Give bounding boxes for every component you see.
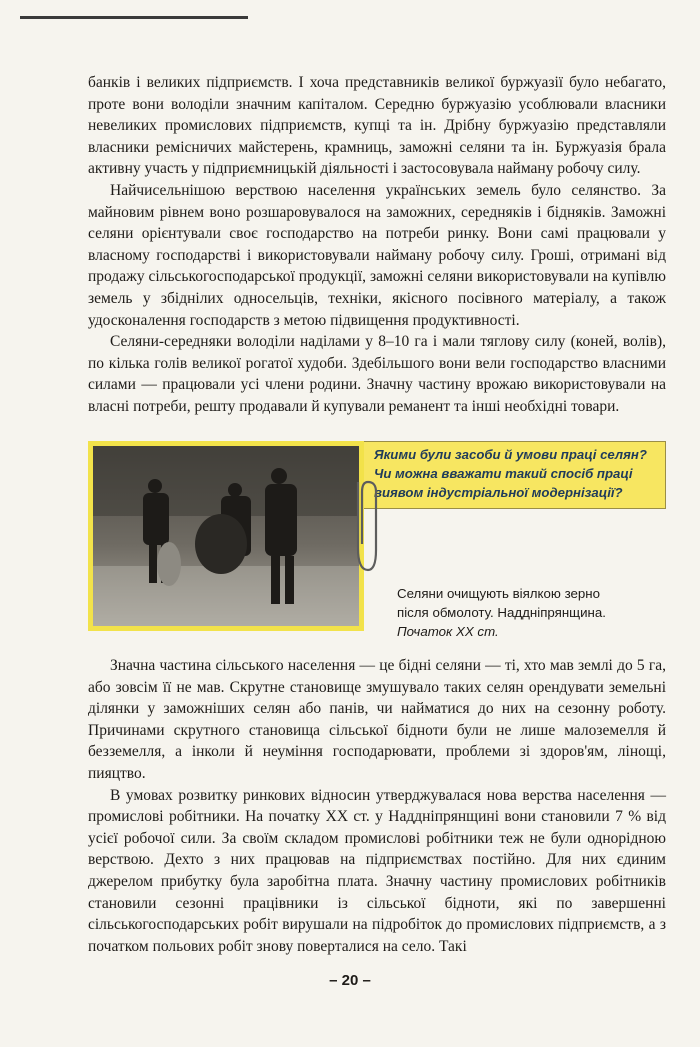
historical-photo — [93, 446, 359, 626]
caption-date: Початок XX ст. — [397, 624, 499, 639]
photo-frame — [88, 441, 364, 631]
paragraph: Найчисельнішою верствою населення українських земель було селянство. За майновим рівнем воно розшаровувалося на заможних, середняків і бідняків. Заможні селяни орієнтували своє господарство на потреби ринку. Вони самі працювали у власному господарстві і використовували найману робочу силу. Гроші, отримані від продажу сільськогосподарської продукції, заможні селяни використовували на купівлю земель у збіднілих односельців, техніки, якісного посівного матеріалу, а також удосконалення господарств з метою підвищення продуктивності. — [88, 181, 666, 329]
text-block-bottom — [88, 655, 666, 957]
question-line: виявом індустріальної модернізації? — [374, 485, 623, 500]
paragraph: Селяни-середняки володіли наділами у 8–10 га і мали тяглову силу (коней, волів), по кілька голів великої рогатої худоби. Здебільшого вони вели господарство власними силами — працювали усі члени родини. Значну частину врожаю використовували на власні потреби, решту продавали й купували реманент та інші необхідні товари. — [88, 333, 666, 415]
paragraph: В умовах розвитку ринкових відносин утверджувалася нова верства населення — промислові робітники. На початку XX ст. у Наддніпрянщині вони становили 7 % від усієї робочої сили. За своїм складом промислові робітники теж не були однорідною верствою. Дехто з них працював на підприємствах постійно. Для них єдиним джерелом прибутку була заробітна плата. Значну частину промислових робітників становили сезонні працівники із сільської бідноти, які по завершенні сільськогосподарських робіт вирушали на підробіток до промислових підприємств, а з початком польових робіт знову поверталися на село. Такі — [88, 786, 666, 955]
paragraph: Значна частина сільського населення — це бідні селяни — ті, хто мав землі до 5 га, або зовсім її не мав. Скрутне становище змушувало таких селян орендувати земельні ділянки у заможніших селян або панів, чи найматися до них на сезонну роботу. Причинами скрутного становища сільської бідноти були не лише малоземелля й безземелля, а інколи й неуміння господарювати, проблеми зі здоров'ям, лінощі, пияцтво. — [88, 657, 666, 782]
question-line: Чи можна вважати такий спосіб праці — [374, 466, 633, 481]
question-box — [364, 441, 666, 509]
caption-line: після обмолоту. Наддніпрянщина. — [397, 605, 606, 620]
caption-line: Селяни очищують віялкою зерно — [397, 586, 601, 601]
page-number: – 20 – — [329, 972, 371, 989]
paperclip-icon — [346, 478, 380, 578]
photo-caption — [397, 584, 667, 641]
question-line: Якими були засоби й умови праці селян? — [374, 447, 647, 462]
paragraph: банків і великих підприємств. І хоча представників великої буржуазії було небагато, проте вони володіли значним капіталом. Середню буржуазію усоблювали власники невеликих промислових підприємств, купці та ін. Дрібну буржуазію представляли власники ремісничих майстерень, крамниць, заможні селяни та ін. Буржуазія брала активну участь у підприємницькій діяльності і застосовувала найману робочу силу. — [88, 74, 666, 178]
text-block-top — [88, 72, 666, 418]
header-rule — [20, 16, 248, 19]
